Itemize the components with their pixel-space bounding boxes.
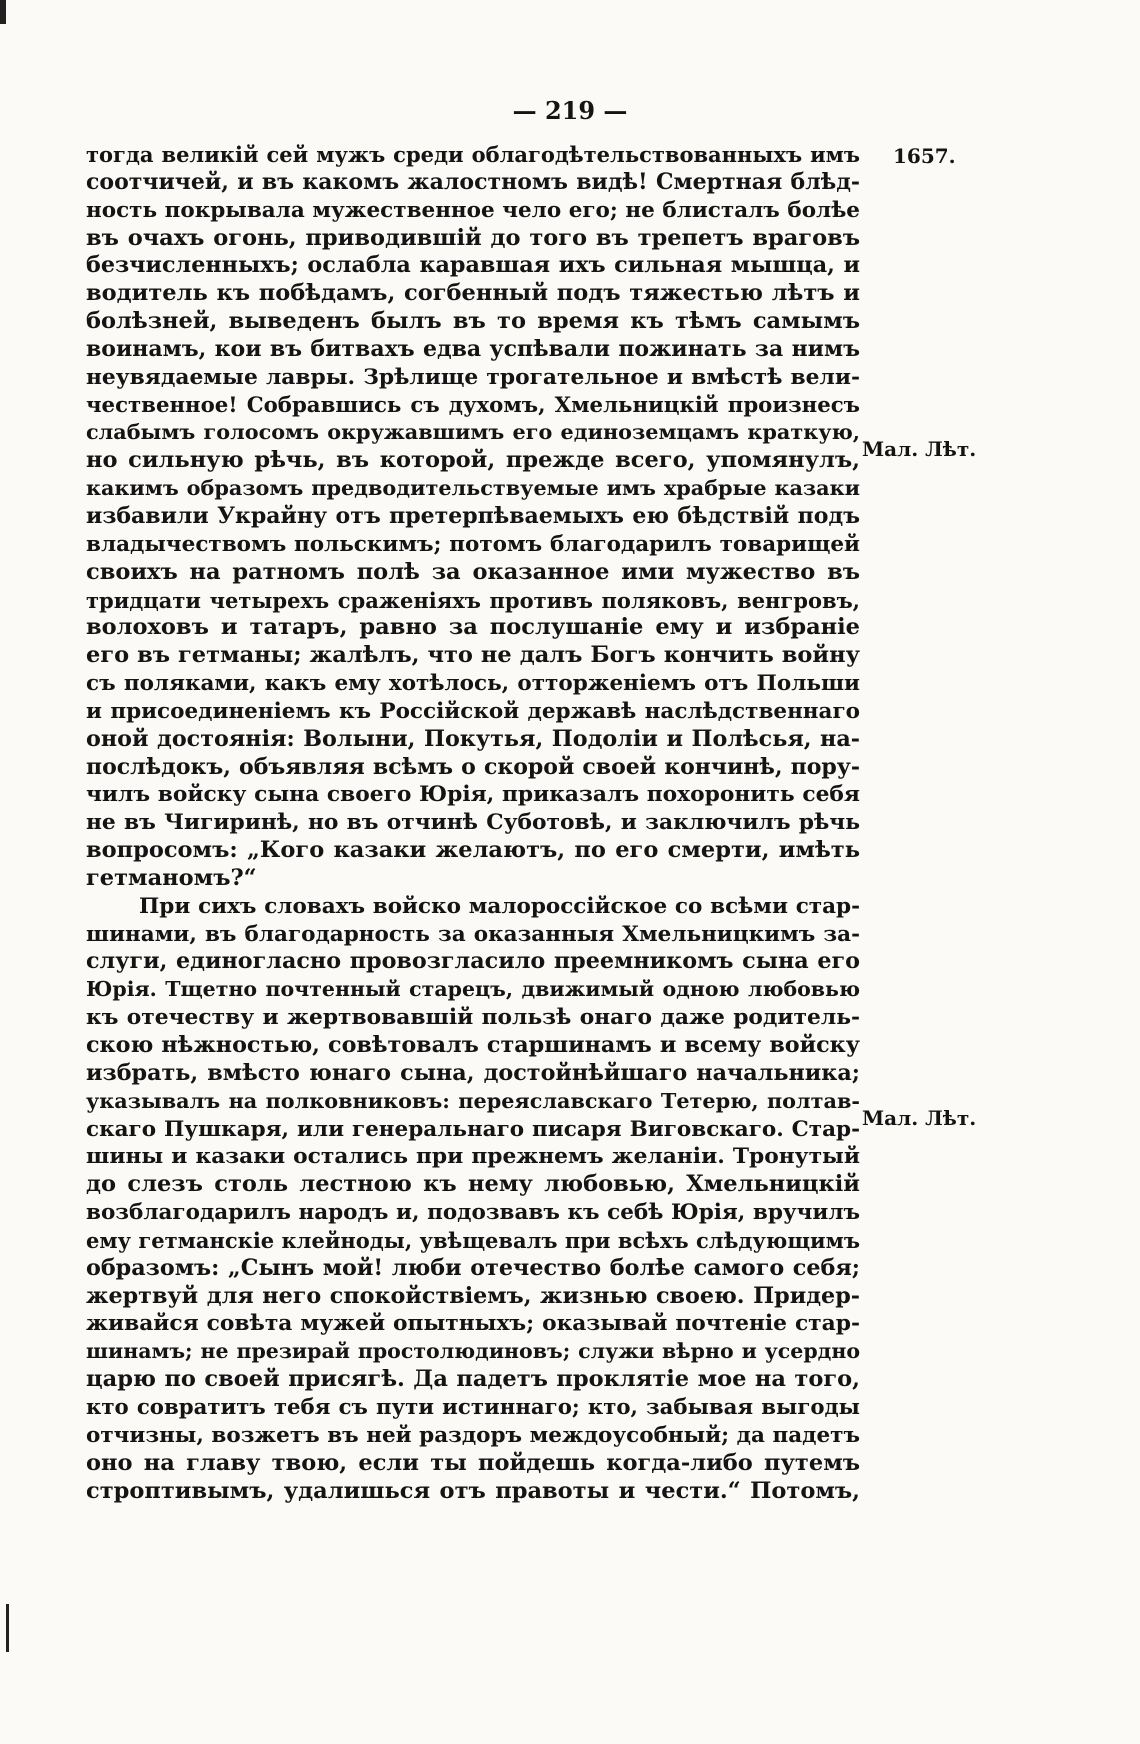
text-line: чественное! Собравшись съ духомъ, Хмельницкій произнесъ	[86, 392, 860, 418]
text-line: тридцати четырехъ сраженіяхъ противъ поляковъ, венгровъ,	[86, 587, 860, 613]
text-line: съ поляками, какъ ему хотѣлось, отторженіемъ отъ Польши	[86, 671, 860, 697]
page-number: — 219 —	[512, 96, 628, 125]
text-line: оной достоянія: Волыни, Покутья, Подоліи и Полѣсья, на-	[86, 725, 860, 752]
text-line: шинамъ; не презирай простолюдиновъ; служи вѣрно и усердно	[86, 1339, 860, 1364]
text-line: въ очахъ огонь, приводившій до того въ трепетъ враговъ	[86, 224, 860, 251]
text-line: какимъ образомъ предводительствуемые имъ храбрые казаки	[86, 476, 860, 501]
text-line: владычествомъ польскимъ; потомъ благодарилъ товарищей	[86, 531, 860, 557]
text-line: шинами, въ благодарность за оказанныя Хмельницкимъ за-	[86, 921, 860, 947]
margin-year: 1657.	[893, 144, 956, 168]
text-line: чилъ войску сына своего Юрія, приказалъ похоронить себя	[86, 782, 860, 808]
text-line: жертвуй для него спокойствіемъ, жизнью своею. Придер-	[86, 1282, 860, 1309]
text-line: ность покрывала мужественное чело его; не блисталъ болѣе	[86, 197, 860, 223]
text-line: своихъ на ратномъ полѣ за оказанное ими мужество въ	[86, 558, 860, 585]
scan-artifact-top-left	[0, 0, 6, 24]
text-line: строптивымъ, удалишься отъ правоты и чести.“ Потомъ,	[86, 1477, 860, 1504]
text-line: водитель къ побѣдамъ, согбенный подъ тяжестью лѣтъ и	[86, 280, 860, 307]
text-line: не въ Чигиринѣ, но въ отчинѣ Суботовѣ, и заключилъ рѣчь	[86, 810, 860, 836]
text-line: его въ гетманы; жалѣлъ, что не далъ Богъ кончить войну	[86, 642, 860, 669]
scan-artifact-bottom-left	[6, 1604, 9, 1652]
text-line: избавили Украйну отъ претерпѣваемыхъ ею бѣдствій подъ	[86, 502, 860, 529]
text-line: слабымъ голосомъ окружавшимъ его единоземцамъ краткую,	[86, 420, 860, 445]
text-line: кто совратитъ тебя съ пути истиннаго; кто, забывая выгоды	[86, 1394, 860, 1420]
text-line: возблагодарилъ народъ и, подозвавъ къ себѣ Юрія, вручилъ	[86, 1200, 860, 1226]
margin-note-source-2: Мал. Лѣт.	[862, 1106, 977, 1130]
text-line: избрать, вмѣсто юнаго сына, достойнѣйшаго начальника;	[86, 1059, 860, 1086]
text-line: воинамъ, кои въ битвахъ едва успѣвали пожинать за нимъ	[86, 335, 860, 362]
text-line: царю по своей присягѣ. Да падетъ проклятіе мое на того,	[86, 1366, 860, 1393]
text-line: оно на главу твою, если ты пойдешь когда-либо путемъ	[86, 1449, 860, 1476]
text-line: Юрія. Тщетно почтенный старецъ, движимый одною любовью	[86, 977, 860, 1002]
text-line: слуги, единогласно провозгласило преемникомъ сына его	[86, 948, 860, 975]
text-line: безчисленныхъ; ослабла каравшая ихъ сильная мышца, и	[86, 252, 860, 279]
text-line: скою нѣжностью, совѣтовалъ старшинамъ и всему войску	[86, 1032, 860, 1058]
text-line: болѣзней, выведенъ былъ въ то время къ тѣмъ самымъ	[86, 308, 860, 335]
text-line: до слезъ столь лестною къ нему любовью, Хмельницкій	[86, 1171, 860, 1198]
text-line: вопросомъ: „Кого казаки желаютъ, по его смерти, имѣть	[86, 837, 860, 864]
text-line: тогда великій сей мужъ среди облагодѣтельствованныхъ имъ	[86, 142, 860, 167]
text-line: ему гетманскіе клейноды, увѣщевалъ при всѣхъ слѣдующимъ	[86, 1227, 860, 1253]
text-line: неувядаемые лавры. Зрѣлище трогательное и вмѣстѣ вели-	[86, 364, 860, 390]
text-line: къ отечеству и жертвовавшій пользѣ онаго даже родитель-	[86, 1005, 860, 1031]
text-line: указывалъ на полковниковъ: переяславскаго Тетерю, полтав-	[86, 1088, 860, 1113]
text-line: скаго Пушкаря, или генеральнаго писаря Виговскаго. Стар-	[86, 1116, 860, 1142]
body-text	[86, 141, 860, 1505]
text-line: гетманомъ?“	[86, 864, 257, 891]
text-line: волоховъ и татаръ, равно за послушаніе ему и избраніе	[86, 614, 860, 641]
text-line: послѣдокъ, объявляя всѣмъ о скорой своей кончинѣ, пору-	[86, 753, 860, 780]
margin-note-source-1: Мал. Лѣт.	[862, 437, 977, 461]
text-line: шины и казаки остались при прежнемъ желаніи. Тронутый	[86, 1144, 860, 1170]
text-line: и присоединеніемъ къ Россійской державѣ наслѣдственнаго	[86, 698, 860, 724]
text-line: живайся совѣта мужей опытныхъ; оказывай почтеніе стар-	[86, 1311, 860, 1337]
text-line: При сихъ словахъ войско малороссійское со всѣми стар-	[139, 893, 860, 919]
text-line: отчизны, возжетъ въ ней раздоръ междоусобный; да падетъ	[86, 1422, 860, 1448]
text-line: но сильную рѣчь, въ которой, прежде всего, упомянулъ,	[86, 447, 860, 474]
text-line: соотчичей, и въ какомъ жалостномъ видѣ! Смертная блѣд-	[86, 168, 860, 195]
text-line: образомъ: „Сынъ мой! люби отечество болѣе самого себя;	[86, 1254, 860, 1281]
